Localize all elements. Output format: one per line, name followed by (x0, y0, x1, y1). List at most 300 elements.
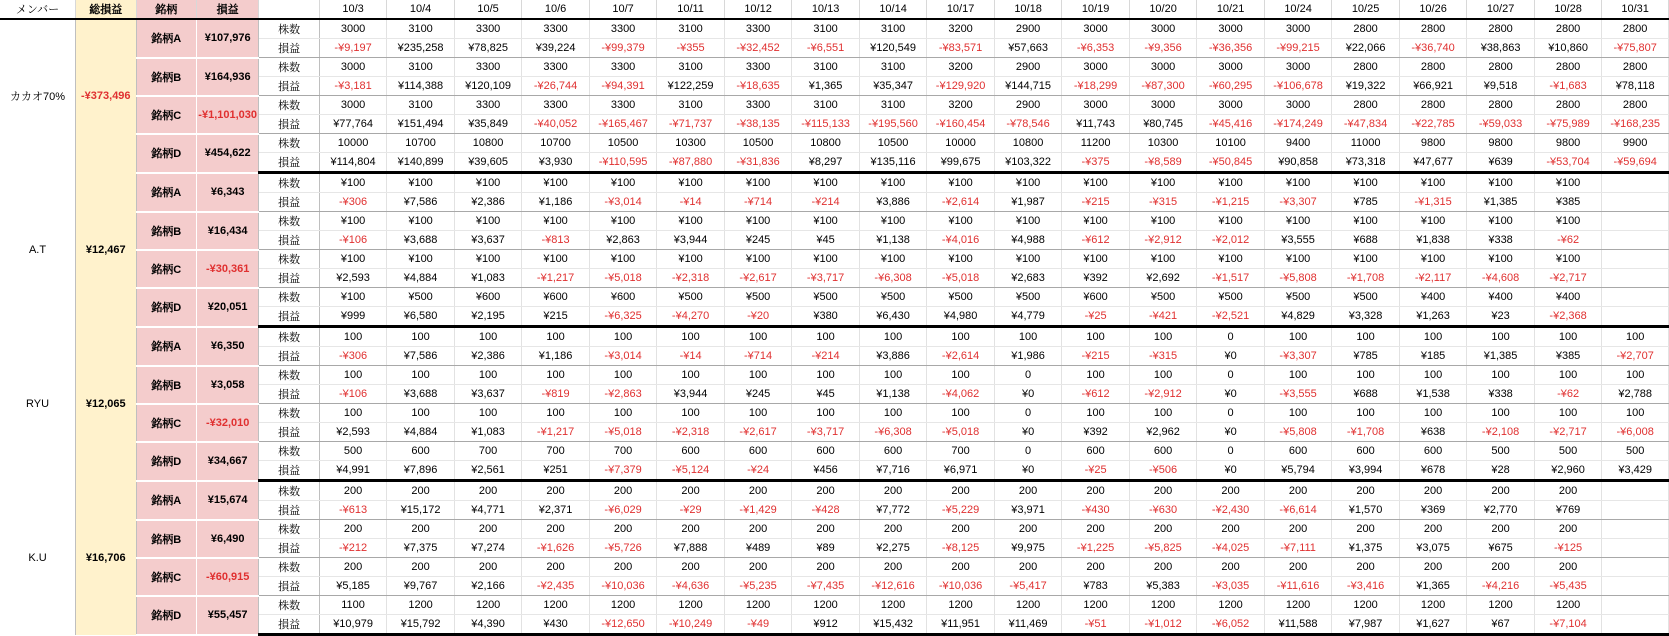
shares-cell[interactable]: 200 (994, 520, 1062, 539)
header-date[interactable]: 10/28 (1534, 0, 1602, 19)
shares-cell[interactable]: 100 (1399, 404, 1467, 423)
daily-pl-cell[interactable]: ¥9,767 (387, 577, 455, 596)
shares-cell[interactable]: 10800 (454, 134, 522, 153)
daily-pl-cell[interactable]: ¥639 (1467, 153, 1535, 173)
shares-label[interactable]: 株数 (259, 596, 319, 615)
member-total[interactable]: ¥16,706 (76, 481, 136, 635)
shares-cell[interactable]: ¥100 (1467, 212, 1535, 231)
stock-pl[interactable]: ¥164,936 (196, 58, 258, 96)
daily-pl-cell[interactable]: ¥45 (792, 231, 860, 250)
daily-pl-cell[interactable]: ¥3,328 (1332, 307, 1400, 327)
pl-label[interactable]: 損益 (259, 39, 319, 58)
daily-pl-cell[interactable]: ¥1,538 (1399, 385, 1467, 404)
daily-pl-cell[interactable]: ¥80,745 (1129, 115, 1197, 134)
shares-cell[interactable]: 200 (1399, 481, 1467, 501)
shares-cell[interactable]: 1200 (1399, 596, 1467, 615)
daily-pl-cell[interactable]: -¥214 (792, 347, 860, 366)
daily-pl-cell[interactable]: ¥28 (1467, 461, 1535, 481)
shares-cell[interactable]: 100 (1602, 327, 1669, 347)
shares-cell[interactable]: 200 (1197, 481, 1265, 501)
daily-pl-cell[interactable]: -¥2,318 (657, 269, 725, 288)
daily-pl-cell[interactable]: -¥49 (724, 615, 792, 635)
shares-cell[interactable]: 100 (319, 366, 387, 385)
daily-pl-cell[interactable]: -¥5,808 (1264, 423, 1332, 442)
daily-pl-cell[interactable]: ¥4,980 (927, 307, 995, 327)
header-stock[interactable]: 銘柄 (136, 0, 196, 19)
daily-pl-cell[interactable]: -¥306 (319, 193, 387, 212)
shares-cell[interactable]: 100 (724, 327, 792, 347)
daily-pl-cell[interactable]: ¥1,186 (522, 193, 590, 212)
daily-pl-cell[interactable]: ¥7,586 (387, 193, 455, 212)
shares-cell[interactable]: 200 (589, 558, 657, 577)
shares-cell[interactable]: 200 (657, 558, 725, 577)
shares-cell[interactable]: 100 (589, 366, 657, 385)
pl-label[interactable]: 損益 (259, 269, 319, 288)
daily-pl-cell[interactable]: -¥306 (319, 347, 387, 366)
shares-cell[interactable]: 100 (927, 366, 995, 385)
shares-cell[interactable]: 200 (454, 520, 522, 539)
shares-cell[interactable]: 2800 (1399, 58, 1467, 77)
daily-pl-cell[interactable]: ¥5,794 (1264, 461, 1332, 481)
shares-cell[interactable]: 600 (859, 442, 927, 461)
daily-pl-cell[interactable]: -¥5,235 (724, 577, 792, 596)
shares-cell[interactable]: 100 (792, 327, 860, 347)
shares-cell[interactable]: 3000 (319, 58, 387, 77)
daily-pl-cell[interactable]: -¥24 (724, 461, 792, 481)
daily-pl-cell[interactable]: -¥4,016 (927, 231, 995, 250)
daily-pl-cell[interactable]: ¥3,994 (1332, 461, 1400, 481)
shares-cell[interactable]: ¥100 (657, 212, 725, 231)
shares-cell[interactable]: 200 (1197, 520, 1265, 539)
shares-cell[interactable]: 200 (1332, 558, 1400, 577)
stock-pl[interactable]: -¥32,010 (196, 404, 258, 442)
daily-pl-cell[interactable] (1602, 501, 1669, 520)
shares-cell[interactable]: ¥100 (792, 173, 860, 193)
daily-pl-cell[interactable]: ¥4,884 (387, 269, 455, 288)
daily-pl-cell[interactable]: ¥3,944 (657, 231, 725, 250)
daily-pl-cell[interactable]: ¥2,593 (319, 269, 387, 288)
shares-cell[interactable]: 200 (1332, 520, 1400, 539)
daily-pl-cell[interactable]: -¥115,133 (792, 115, 860, 134)
shares-cell[interactable]: 100 (792, 366, 860, 385)
shares-cell[interactable]: 200 (792, 558, 860, 577)
daily-pl-cell[interactable]: ¥456 (792, 461, 860, 481)
daily-pl-cell[interactable]: -¥75,989 (1534, 115, 1602, 134)
shares-cell[interactable]: 200 (859, 481, 927, 501)
daily-pl-cell[interactable]: -¥2,912 (1129, 385, 1197, 404)
daily-pl-cell[interactable] (1602, 615, 1669, 635)
shares-cell[interactable]: 10300 (1129, 134, 1197, 153)
daily-pl-cell[interactable]: -¥1,517 (1197, 269, 1265, 288)
shares-cell[interactable]: ¥100 (792, 250, 860, 269)
shares-cell[interactable]: ¥100 (859, 173, 927, 193)
shares-cell[interactable]: 1100 (319, 596, 387, 615)
daily-pl-cell[interactable]: ¥122,259 (657, 77, 725, 96)
daily-pl-cell[interactable]: ¥11,743 (1062, 115, 1130, 134)
daily-pl-cell[interactable]: -¥2,707 (1602, 347, 1669, 366)
daily-pl-cell[interactable]: -¥75,807 (1602, 39, 1669, 58)
daily-pl-cell[interactable]: ¥3,886 (859, 193, 927, 212)
stock-pl[interactable]: -¥30,361 (196, 250, 258, 288)
shares-cell[interactable]: ¥100 (1467, 173, 1535, 193)
daily-pl-cell[interactable]: ¥2,371 (522, 501, 590, 520)
shares-cell[interactable]: 3100 (657, 19, 725, 39)
pl-label[interactable]: 損益 (259, 539, 319, 558)
daily-pl-cell[interactable]: ¥47,677 (1399, 153, 1467, 173)
daily-pl-cell[interactable]: -¥9,197 (319, 39, 387, 58)
shares-cell[interactable]: 1200 (1264, 596, 1332, 615)
daily-pl-cell[interactable]: ¥1,375 (1332, 539, 1400, 558)
header-date[interactable]: 10/26 (1399, 0, 1467, 19)
header-date[interactable]: 10/12 (724, 0, 792, 19)
daily-pl-cell[interactable]: -¥106 (319, 231, 387, 250)
daily-pl-cell[interactable]: -¥59,033 (1467, 115, 1535, 134)
daily-pl-cell[interactable]: ¥3,637 (454, 385, 522, 404)
shares-cell[interactable]: ¥100 (994, 250, 1062, 269)
daily-pl-cell[interactable]: ¥688 (1332, 385, 1400, 404)
daily-pl-cell[interactable]: -¥7,379 (589, 461, 657, 481)
member-name[interactable]: RYU (0, 327, 76, 481)
shares-cell[interactable]: ¥100 (454, 250, 522, 269)
header-date[interactable]: 10/11 (657, 0, 725, 19)
daily-pl-cell[interactable]: ¥103,322 (994, 153, 1062, 173)
shares-cell[interactable]: ¥500 (1129, 288, 1197, 307)
shares-cell[interactable]: 600 (657, 442, 725, 461)
daily-pl-cell[interactable]: -¥195,560 (859, 115, 927, 134)
shares-cell[interactable]: ¥100 (589, 250, 657, 269)
shares-cell[interactable]: 100 (1467, 366, 1535, 385)
daily-pl-cell[interactable]: ¥2,386 (454, 193, 522, 212)
daily-pl-cell[interactable]: -¥20 (724, 307, 792, 327)
shares-cell[interactable]: 1200 (927, 596, 995, 615)
daily-pl-cell[interactable]: -¥7,111 (1264, 539, 1332, 558)
shares-cell[interactable]: ¥100 (454, 173, 522, 193)
daily-pl-cell[interactable]: ¥7,888 (657, 539, 725, 558)
daily-pl-cell[interactable]: -¥5,018 (927, 423, 995, 442)
shares-cell[interactable]: 2800 (1534, 19, 1602, 39)
stock-name[interactable]: 銘柄C (136, 250, 196, 288)
daily-pl-cell[interactable]: ¥999 (319, 307, 387, 327)
shares-cell[interactable]: 200 (1129, 520, 1197, 539)
daily-pl-cell[interactable]: ¥2,770 (1467, 501, 1535, 520)
daily-pl-cell[interactable]: -¥215 (1062, 347, 1130, 366)
shares-cell[interactable]: 2800 (1534, 58, 1602, 77)
member-total[interactable]: ¥12,467 (76, 173, 136, 327)
daily-pl-cell[interactable]: ¥338 (1467, 385, 1535, 404)
shares-cell[interactable]: ¥600 (1062, 288, 1130, 307)
shares-cell[interactable] (1602, 481, 1669, 501)
daily-pl-cell[interactable]: ¥1,986 (994, 347, 1062, 366)
daily-pl-cell[interactable]: ¥1,083 (454, 423, 522, 442)
shares-cell[interactable]: ¥500 (859, 288, 927, 307)
daily-pl-cell[interactable]: ¥57,663 (994, 39, 1062, 58)
shares-cell[interactable]: 0 (994, 404, 1062, 423)
header-date[interactable]: 10/27 (1467, 0, 1535, 19)
header-date[interactable]: 10/19 (1062, 0, 1130, 19)
daily-pl-cell[interactable]: ¥338 (1467, 231, 1535, 250)
shares-cell[interactable]: 3100 (859, 96, 927, 115)
daily-pl-cell[interactable]: ¥251 (522, 461, 590, 481)
shares-cell[interactable]: 200 (1467, 481, 1535, 501)
daily-pl-cell[interactable]: ¥245 (724, 231, 792, 250)
shares-cell[interactable]: 9800 (1534, 134, 1602, 153)
header-date[interactable]: 10/7 (589, 0, 657, 19)
shares-cell[interactable]: 2800 (1467, 58, 1535, 77)
stock-pl[interactable]: -¥1,101,030 (196, 96, 258, 134)
daily-pl-cell[interactable]: ¥3,429 (1602, 461, 1669, 481)
shares-cell[interactable]: 11000 (1332, 134, 1400, 153)
daily-pl-cell[interactable]: -¥2,117 (1399, 269, 1467, 288)
shares-cell[interactable]: 100 (522, 366, 590, 385)
pl-label[interactable]: 損益 (259, 347, 319, 366)
shares-cell[interactable]: 10100 (1197, 134, 1265, 153)
shares-cell[interactable]: 600 (724, 442, 792, 461)
shares-cell[interactable]: ¥100 (589, 212, 657, 231)
daily-pl-cell[interactable] (1602, 539, 1669, 558)
header-date[interactable]: 10/4 (387, 0, 455, 19)
daily-pl-cell[interactable]: ¥675 (1467, 539, 1535, 558)
daily-pl-cell[interactable]: -¥6,614 (1264, 501, 1332, 520)
stock-name[interactable]: 銘柄A (136, 173, 196, 212)
shares-cell[interactable]: ¥100 (657, 250, 725, 269)
shares-cell[interactable]: 200 (1264, 481, 1332, 501)
stock-name[interactable]: 銘柄B (136, 520, 196, 558)
shares-cell[interactable]: 200 (522, 520, 590, 539)
shares-cell[interactable]: 200 (387, 558, 455, 577)
stock-pl[interactable]: ¥6,343 (196, 173, 258, 212)
daily-pl-cell[interactable]: ¥430 (522, 615, 590, 635)
daily-pl-cell[interactable]: ¥39,224 (522, 39, 590, 58)
shares-cell[interactable]: 9800 (1467, 134, 1535, 153)
daily-pl-cell[interactable]: ¥392 (1062, 269, 1130, 288)
shares-cell[interactable]: 200 (724, 520, 792, 539)
shares-cell[interactable]: 1200 (387, 596, 455, 615)
shares-cell[interactable]: ¥400 (1534, 288, 1602, 307)
stock-name[interactable]: 銘柄D (136, 442, 196, 481)
daily-pl-cell[interactable]: -¥1,315 (1399, 193, 1467, 212)
shares-cell[interactable]: ¥100 (522, 212, 590, 231)
shares-cell[interactable]: 2800 (1332, 19, 1400, 39)
daily-pl-cell[interactable]: -¥12,650 (589, 615, 657, 635)
daily-pl-cell[interactable]: -¥2,614 (927, 347, 995, 366)
daily-pl-cell[interactable]: ¥369 (1399, 501, 1467, 520)
daily-pl-cell[interactable]: -¥25 (1062, 461, 1130, 481)
daily-pl-cell[interactable]: -¥5,018 (589, 269, 657, 288)
shares-cell[interactable]: ¥500 (724, 288, 792, 307)
shares-cell[interactable]: 3300 (454, 58, 522, 77)
shares-cell[interactable]: ¥500 (1264, 288, 1332, 307)
shares-cell[interactable]: 1200 (1129, 596, 1197, 615)
shares-cell[interactable]: ¥100 (319, 212, 387, 231)
daily-pl-cell[interactable]: -¥62 (1534, 231, 1602, 250)
shares-cell[interactable]: ¥100 (927, 173, 995, 193)
stock-pl[interactable]: ¥6,490 (196, 520, 258, 558)
daily-pl-cell[interactable]: ¥489 (724, 539, 792, 558)
shares-cell[interactable]: 100 (1129, 366, 1197, 385)
stock-name[interactable]: 銘柄D (136, 596, 196, 635)
daily-pl-cell[interactable]: ¥7,772 (859, 501, 927, 520)
shares-cell[interactable]: 3000 (319, 19, 387, 39)
daily-pl-cell[interactable]: ¥1,385 (1467, 347, 1535, 366)
shares-cell[interactable]: 200 (1062, 520, 1130, 539)
shares-cell[interactable]: 1200 (589, 596, 657, 615)
daily-pl-cell[interactable]: ¥0 (994, 385, 1062, 404)
shares-cell[interactable]: 3000 (1062, 96, 1130, 115)
shares-cell[interactable]: 2800 (1602, 58, 1669, 77)
shares-cell[interactable]: ¥100 (1534, 173, 1602, 193)
shares-cell[interactable]: 200 (1467, 558, 1535, 577)
shares-cell[interactable] (1602, 250, 1669, 269)
daily-pl-cell[interactable]: -¥78,546 (994, 115, 1062, 134)
daily-pl-cell[interactable]: ¥11,469 (994, 615, 1062, 635)
shares-cell[interactable]: ¥100 (994, 212, 1062, 231)
shares-cell[interactable]: 100 (1534, 404, 1602, 423)
shares-cell[interactable]: 3100 (859, 19, 927, 39)
header-label-blank[interactable] (259, 0, 319, 19)
shares-cell[interactable]: 3000 (1197, 58, 1265, 77)
daily-pl-cell[interactable]: ¥245 (724, 385, 792, 404)
pl-label[interactable]: 損益 (259, 231, 319, 250)
daily-pl-cell[interactable]: ¥2,960 (1534, 461, 1602, 481)
daily-pl-cell[interactable]: ¥9,975 (994, 539, 1062, 558)
daily-pl-cell[interactable]: -¥32,452 (724, 39, 792, 58)
shares-cell[interactable]: ¥500 (387, 288, 455, 307)
shares-label[interactable]: 株数 (259, 481, 319, 501)
daily-pl-cell[interactable]: ¥2,195 (454, 307, 522, 327)
shares-cell[interactable]: 3100 (792, 96, 860, 115)
daily-pl-cell[interactable]: ¥35,849 (454, 115, 522, 134)
shares-cell[interactable]: ¥100 (724, 250, 792, 269)
daily-pl-cell[interactable]: ¥11,951 (927, 615, 995, 635)
stock-name[interactable]: 銘柄C (136, 558, 196, 596)
shares-cell[interactable]: 600 (1062, 442, 1130, 461)
daily-pl-cell[interactable]: ¥1,627 (1399, 615, 1467, 635)
daily-pl-cell[interactable]: -¥8,125 (927, 539, 995, 558)
shares-cell[interactable]: 2900 (994, 58, 1062, 77)
shares-label[interactable]: 株数 (259, 366, 319, 385)
daily-pl-cell[interactable]: ¥785 (1332, 193, 1400, 212)
daily-pl-cell[interactable]: ¥3,688 (387, 385, 455, 404)
daily-pl-cell[interactable]: ¥1,138 (859, 231, 927, 250)
shares-cell[interactable]: 100 (1129, 327, 1197, 347)
shares-cell[interactable]: ¥100 (1197, 212, 1265, 231)
shares-cell[interactable]: 200 (1129, 481, 1197, 501)
daily-pl-cell[interactable]: -¥94,391 (589, 77, 657, 96)
daily-pl-cell[interactable]: -¥2,617 (724, 423, 792, 442)
shares-cell[interactable]: 0 (1197, 366, 1265, 385)
daily-pl-cell[interactable]: ¥22,066 (1332, 39, 1400, 58)
daily-pl-cell[interactable]: ¥688 (1332, 231, 1400, 250)
daily-pl-cell[interactable]: ¥1,987 (994, 193, 1062, 212)
daily-pl-cell[interactable]: ¥7,375 (387, 539, 455, 558)
daily-pl-cell[interactable]: -¥4,062 (927, 385, 995, 404)
daily-pl-cell[interactable]: -¥83,571 (927, 39, 995, 58)
shares-cell[interactable]: 200 (1534, 558, 1602, 577)
shares-cell[interactable]: 100 (454, 327, 522, 347)
shares-cell[interactable]: 3100 (792, 19, 860, 39)
daily-pl-cell[interactable]: ¥15,172 (387, 501, 455, 520)
daily-pl-cell[interactable]: ¥7,987 (1332, 615, 1400, 635)
shares-cell[interactable]: ¥100 (792, 212, 860, 231)
daily-pl-cell[interactable]: -¥25 (1062, 307, 1130, 327)
shares-label[interactable]: 株数 (259, 134, 319, 153)
daily-pl-cell[interactable]: -¥5,018 (589, 423, 657, 442)
daily-pl-cell[interactable]: ¥2,166 (454, 577, 522, 596)
daily-pl-cell[interactable]: -¥1,683 (1534, 77, 1602, 96)
daily-pl-cell[interactable]: -¥428 (792, 501, 860, 520)
shares-cell[interactable]: 3100 (792, 58, 860, 77)
shares-cell[interactable]: 3000 (1129, 58, 1197, 77)
daily-pl-cell[interactable]: -¥1,429 (724, 501, 792, 520)
shares-cell[interactable]: ¥100 (1399, 250, 1467, 269)
daily-pl-cell[interactable]: -¥26,744 (522, 77, 590, 96)
daily-pl-cell[interactable]: ¥6,430 (859, 307, 927, 327)
shares-cell[interactable]: 100 (927, 404, 995, 423)
daily-pl-cell[interactable]: -¥3,717 (792, 269, 860, 288)
daily-pl-cell[interactable]: -¥10,036 (589, 577, 657, 596)
daily-pl-cell[interactable]: -¥2,717 (1534, 269, 1602, 288)
shares-cell[interactable]: 100 (1602, 366, 1669, 385)
daily-pl-cell[interactable]: -¥5,229 (927, 501, 995, 520)
daily-pl-cell[interactable]: ¥1,365 (1399, 577, 1467, 596)
daily-pl-cell[interactable]: -¥6,325 (589, 307, 657, 327)
daily-pl-cell[interactable]: -¥430 (1062, 501, 1130, 520)
shares-cell[interactable] (1602, 212, 1669, 231)
shares-cell[interactable]: 2800 (1332, 96, 1400, 115)
shares-cell[interactable]: 200 (319, 481, 387, 501)
daily-pl-cell[interactable]: ¥77,764 (319, 115, 387, 134)
shares-cell[interactable]: ¥100 (387, 173, 455, 193)
daily-pl-cell[interactable]: ¥11,588 (1264, 615, 1332, 635)
header-date[interactable]: 10/17 (927, 0, 995, 19)
daily-pl-cell[interactable]: -¥106 (319, 385, 387, 404)
header-date[interactable]: 10/21 (1197, 0, 1265, 19)
daily-pl-cell[interactable] (1602, 193, 1669, 212)
header-member[interactable]: メンバー (0, 0, 76, 19)
shares-cell[interactable]: ¥100 (1467, 250, 1535, 269)
daily-pl-cell[interactable]: -¥10,249 (657, 615, 725, 635)
daily-pl-cell[interactable]: ¥2,593 (319, 423, 387, 442)
shares-cell[interactable]: ¥100 (1129, 173, 1197, 193)
daily-pl-cell[interactable]: ¥8,297 (792, 153, 860, 173)
daily-pl-cell[interactable]: -¥110,595 (589, 153, 657, 173)
shares-cell[interactable]: ¥100 (1399, 173, 1467, 193)
daily-pl-cell[interactable]: ¥7,716 (859, 461, 927, 481)
daily-pl-cell[interactable]: ¥1,263 (1399, 307, 1467, 327)
shares-cell[interactable]: 2800 (1602, 96, 1669, 115)
shares-cell[interactable]: 3300 (522, 19, 590, 39)
pl-label[interactable]: 損益 (259, 615, 319, 635)
shares-label[interactable]: 株数 (259, 558, 319, 577)
header-date[interactable]: 10/14 (859, 0, 927, 19)
daily-pl-cell[interactable]: -¥47,834 (1332, 115, 1400, 134)
shares-cell[interactable]: 200 (1062, 481, 1130, 501)
shares-cell[interactable]: 10800 (792, 134, 860, 153)
daily-pl-cell[interactable]: -¥212 (319, 539, 387, 558)
shares-cell[interactable]: 200 (859, 520, 927, 539)
daily-pl-cell[interactable]: -¥53,704 (1534, 153, 1602, 173)
daily-pl-cell[interactable]: -¥50,845 (1197, 153, 1265, 173)
daily-pl-cell[interactable]: -¥375 (1062, 153, 1130, 173)
daily-pl-cell[interactable]: ¥3,971 (994, 501, 1062, 520)
shares-cell[interactable]: ¥100 (387, 212, 455, 231)
stock-pl[interactable]: ¥107,976 (196, 19, 258, 58)
pl-label[interactable]: 損益 (259, 577, 319, 596)
shares-cell[interactable]: ¥100 (859, 212, 927, 231)
member-total[interactable]: -¥373,496 (76, 19, 136, 173)
pl-label[interactable]: 損益 (259, 307, 319, 327)
shares-cell[interactable]: 600 (792, 442, 860, 461)
